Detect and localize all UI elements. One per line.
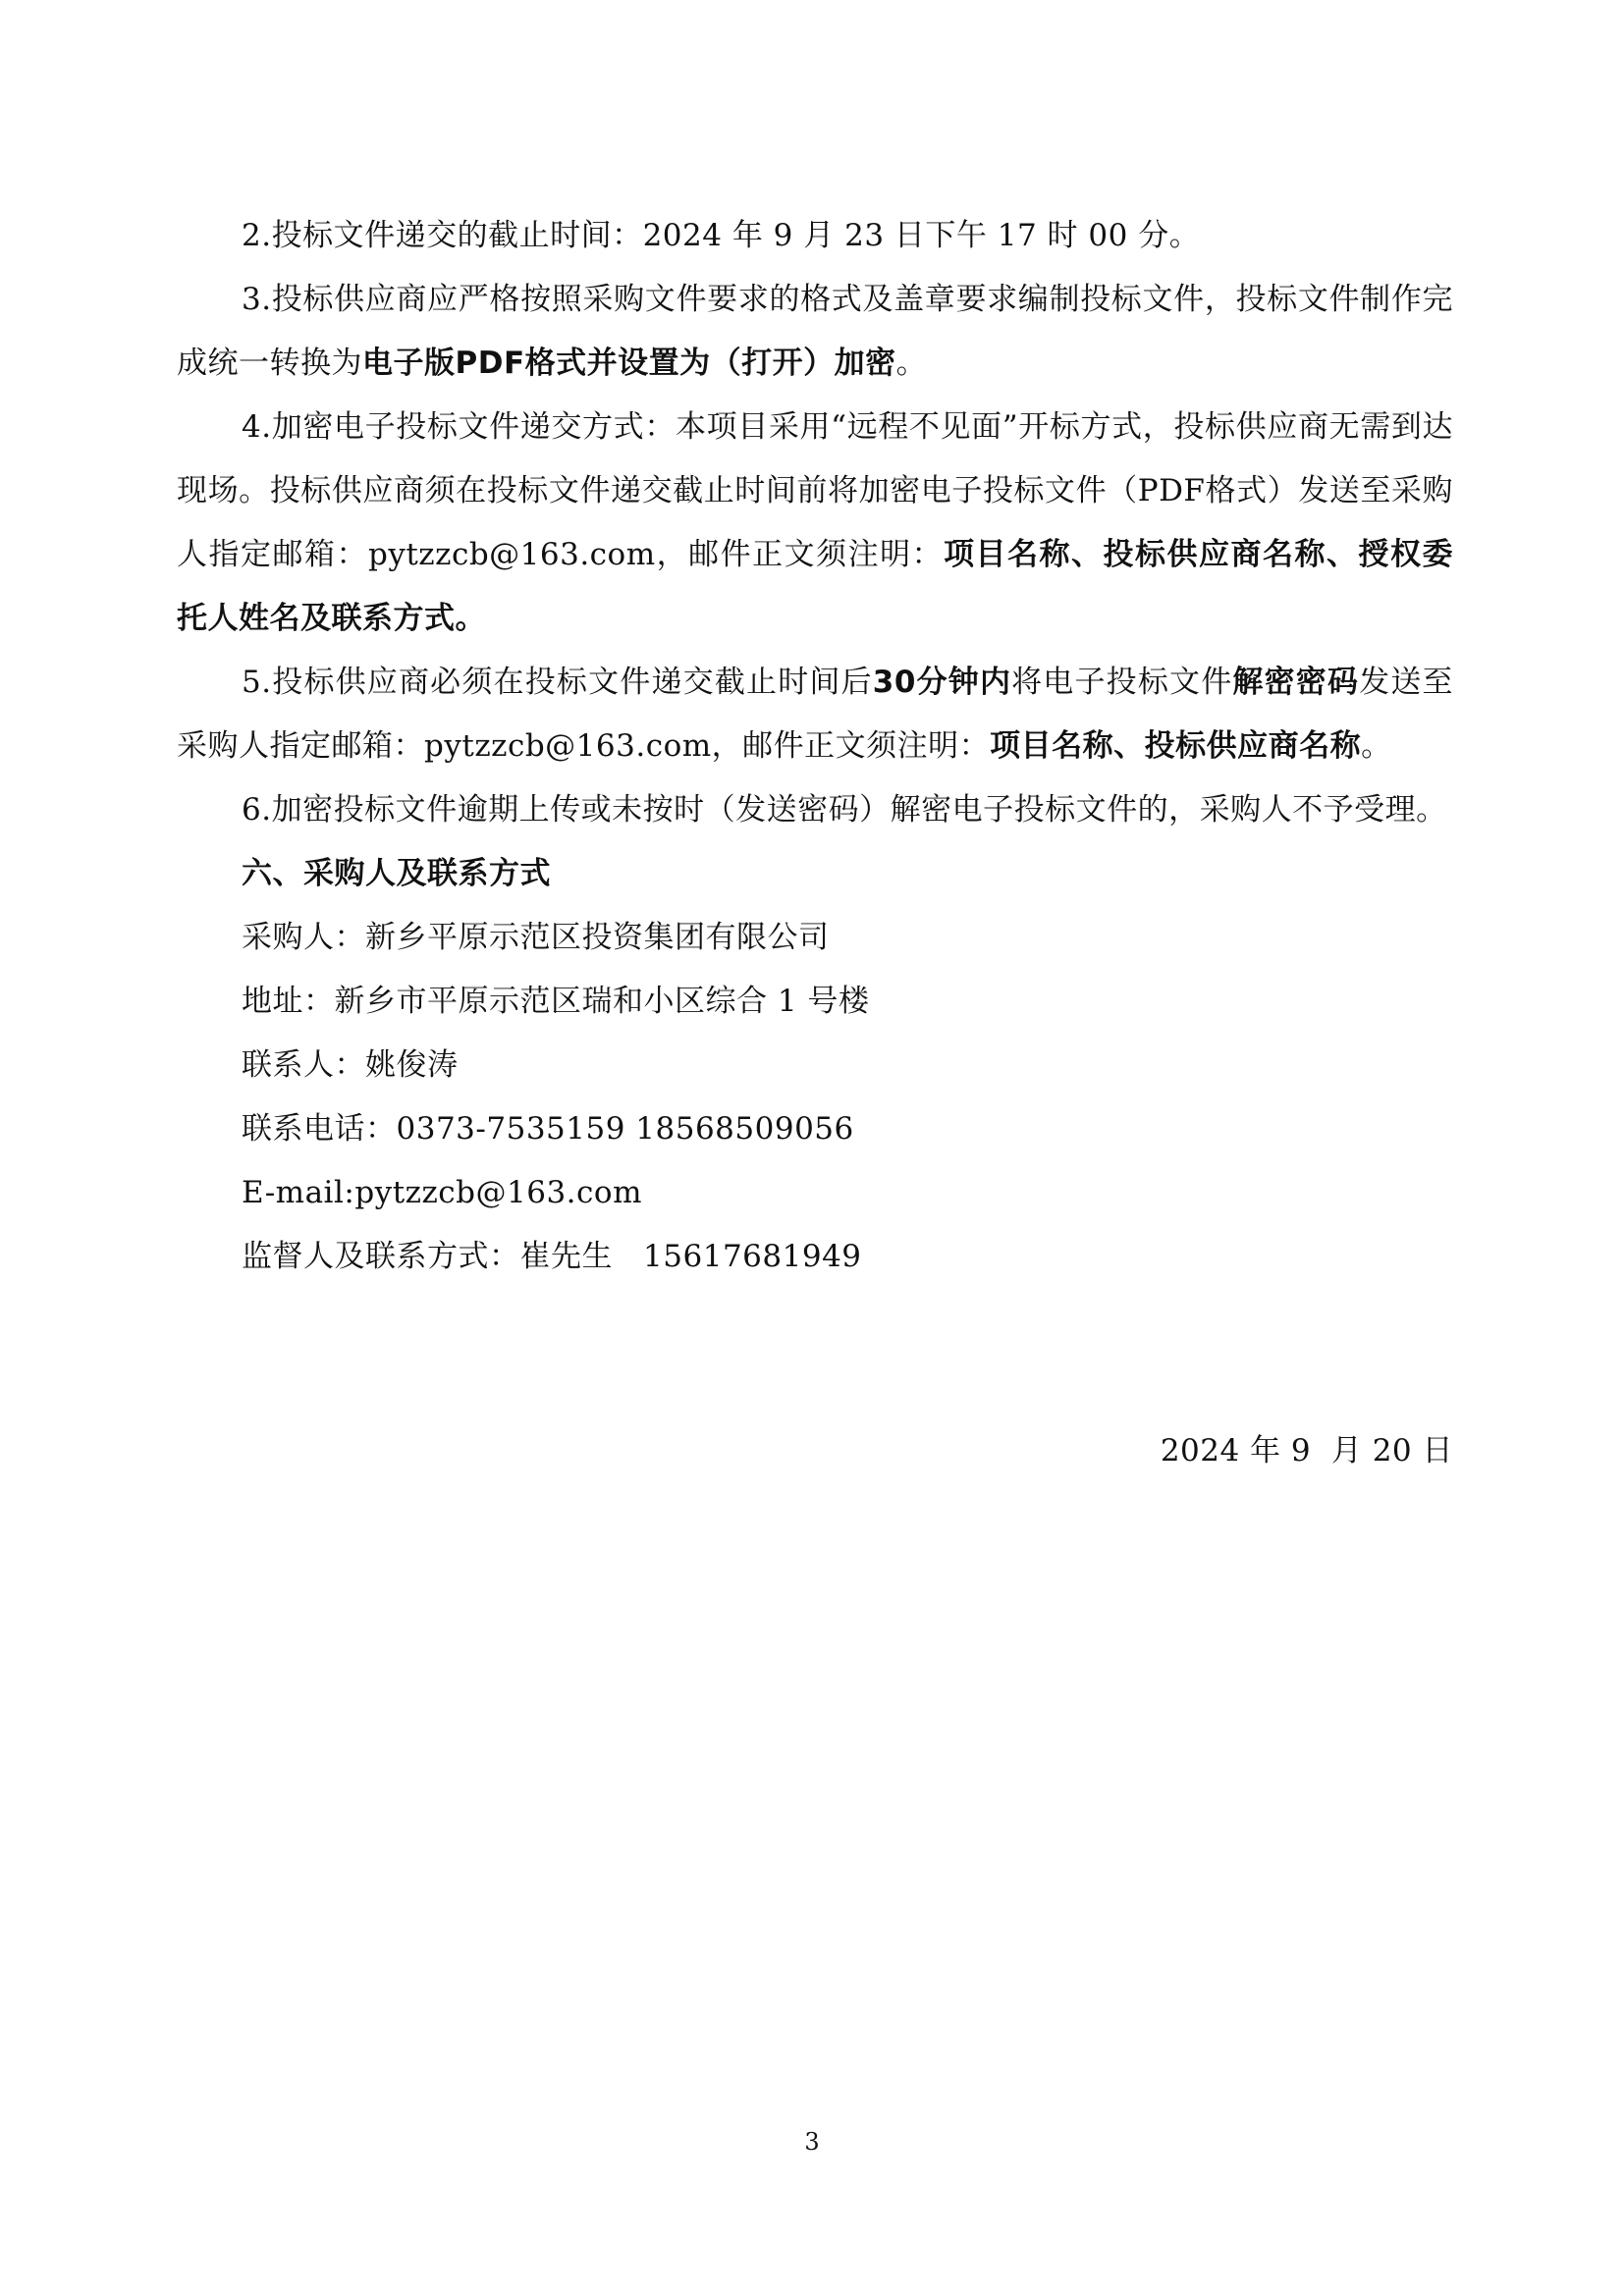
section-heading-contact: 六、采购人及联系方式 [242,856,551,891]
contact-phone: 联系电话：0373-7535159 18568509056 [242,1111,854,1147]
paragraph-submission-text: 4.加密电子投标文件递交方式：本项目采用“远程不见面”开标方式，投标供应商无需到达现场。投标供应商须在投标文件递交截止时间前将加密电子投标文件（PDF格式）发送至采购人指定邮箱：pytzzcb@163.com，邮件正文须注明： [177,409,1453,572]
contact-supervisor: 监督人及联系方式：崔先生 15617681949 [242,1239,862,1274]
paragraph-format [177,268,1453,396]
paragraph-format-text: 3.投标供应商应严格按照采购文件要求的格式及盖章要求编制投标文件，投标文件制作完成统一转换为 [177,282,1453,381]
paragraph-password-text-3: 发送至采购人指定邮箱：pytzzcb@163.com，邮件正文须注明： [177,665,1454,764]
paragraph-password-emphasis-1: 30分钟内 [872,665,1012,700]
contact-email: E-mail:pytzzcb@163.com [242,1175,642,1210]
paragraph-submission-emphasis: 项目名称、投标供应商名称、授权委托人姓名及联系方式。 [177,537,1453,636]
paragraph-password [177,651,1453,778]
paragraph-password-text-1: 5.投标供应商必须在投标文件递交截止时间后 [242,665,873,700]
document-body [177,204,1453,1289]
paragraph-password-emphasis-2: 解密密码 [1232,665,1360,700]
contact-address: 地址：新乡市平原示范区瑞和小区综合 1 号楼 [242,984,870,1019]
paragraph-deadline: 2.投标文件递交的截止时间：2024 年 9 月 23 日下午 17 时 00 分。 [242,218,1201,253]
contact-person: 联系人：姚俊涛 [242,1047,459,1083]
paragraph-password-end: 。 [1361,728,1392,764]
paragraph-late: 6.加密投标文件逾期上传或未按时（发送密码）解密电子投标文件的，采购人不予受理。 [242,792,1447,828]
paragraph-password-text-2: 将电子投标文件 [1011,665,1233,700]
page-number: 3 [804,2128,820,2156]
paragraph-format-emphasis: 电子版PDF格式并设置为（打开）加密 [362,346,896,381]
contact-purchaser: 采购人：新乡平原示范区投资集团有限公司 [242,920,830,955]
document-date: 2024 年 9 月 20 日 [1160,1433,1453,1468]
paragraph-password-emphasis-3: 项目名称、投标供应商名称 [990,728,1362,764]
paragraph-submission [177,396,1453,651]
paragraph-format-end: 。 [895,346,928,381]
